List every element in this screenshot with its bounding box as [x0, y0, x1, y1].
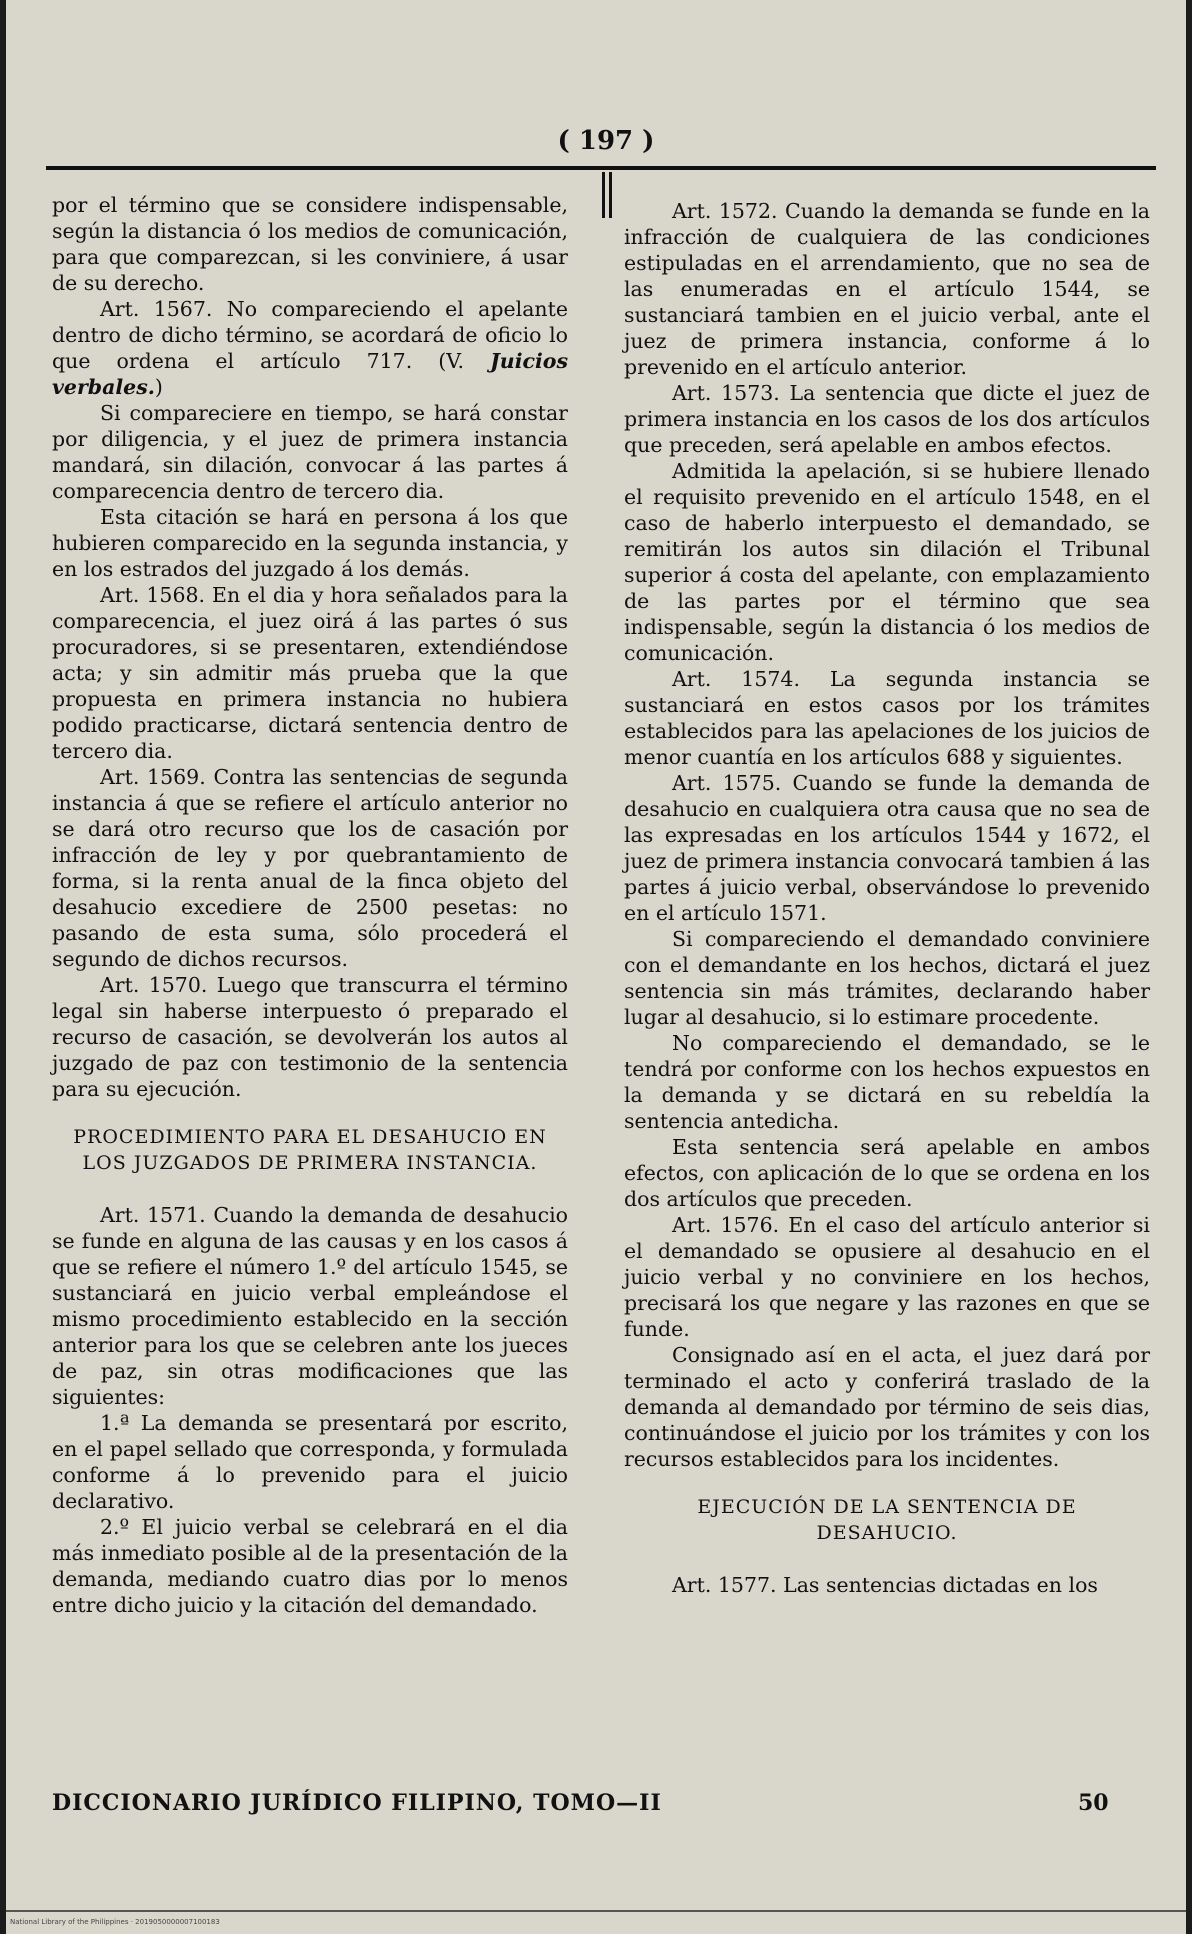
- signature-mark: 50: [1078, 1790, 1109, 1816]
- right-column: [624, 198, 1150, 1598]
- paragraph: Admitida la apelación, si se hubiere llenado el requisito prevenido en el artículo 1548, en el caso de haberlo interpuesto el demandado, se remitirán los autos sin dilación el Tribunal superior á costa del apelante, con emplazamiento de las partes por el término que sea indispensable, según la distancia ó los medios de comunicación.: [624, 459, 1150, 665]
- paragraph: Art. 1576. En el caso del artículo anterior si el demandado se opusiere al desahucio en el juicio verbal y no conviniere en los hechos, precisará los que negare y las razones en que se funde.: [624, 1213, 1150, 1341]
- paragraph: Si compareciere en tiempo, se hará constar por diligencia, y el juez de primera instancia mandará, sin dilación, convocar á las partes á comparecencia dentro de tercero dia.: [52, 401, 568, 503]
- column-rule: [609, 172, 612, 218]
- paragraph: Art. 1575. Cuando se funde la demanda de desahucio en cualquiera otra causa que no sea de las expresadas en los artículos 1544 y 1672, el juez de primera instancia convocará tambien á las partes á juicio verbal, observándose lo prevenido en el artículo 1571.: [624, 771, 1150, 925]
- paragraph: No compareciendo el demandado, se le tendrá por conforme con los hechos expuestos en la demanda y se dictará en su rebeldía la sentencia antedicha.: [624, 1031, 1150, 1133]
- column-rule: [602, 172, 605, 218]
- book-page: [6, 0, 1186, 1934]
- paragraph: Art. 1573. La sentencia que dicte el juez de primera instancia en los casos de los dos artículos que preceden, será apelable en ambos efectos.: [624, 381, 1150, 457]
- paragraph: por el término que se considere indispensable, según la distancia ó los medios de comunicación, para que comparezcan, si les conviniere, á usar de su derecho.: [52, 193, 568, 295]
- paragraph: [52, 296, 568, 400]
- section-heading: PROCEDIMIENTO PARA EL DESAHUCIO EN LOS JUZGADOS DE PRIMERA INSTANCIA.: [73, 1126, 547, 1174]
- paragraph: 2.º El juicio verbal se celebrará en el dia más inmediato posible al de la presentación de la demanda, mediando cuatro dias por lo menos entre dicho juicio y la citación del demandado.: [52, 1515, 568, 1617]
- paragraph-text: Art. 1567. No compareciendo el apelante dentro de dicho término, se acordará de oficio lo que ordena el artículo 717. (V.: [52, 297, 568, 373]
- paragraph: Art. 1577. Las sentencias dictadas en los: [672, 1573, 1098, 1597]
- paragraph: Si compareciendo el demandado conviniere con el demandante en los hechos, dictará el juez sentencia sin más trámites, declarando haber lugar al desahucio, si lo estimare procedente.: [624, 927, 1150, 1029]
- bottom-rule: [6, 1910, 1186, 1912]
- paragraph: 1.ª La demanda se presentará por escrito, en el papel sellado que corresponda, y formulada conforme á lo prevenido para el juicio declarativo.: [52, 1411, 568, 1513]
- paragraph: Art. 1568. En el dia y hora señalados para la comparecencia, el juez oirá á las partes ó sus procuradores, si se presentaren, extendiéndose acta; y sin admitir más prueba que la que propuesta en primera instancia no hubiera podido practicarse, dictará sentencia dentro de tercero dia.: [52, 583, 568, 763]
- paragraph: Art. 1570. Luego que transcurra el término legal sin haberse interpuesto ó preparado el recurso de casación, se devolverán los autos al juzgado de paz con testimonio de la sentencia para su ejecución.: [52, 973, 568, 1101]
- paragraph: Art. 1569. Contra las sentencias de segunda instancia á que se refiere el artículo anterior no se dará otro recurso que los de casación por infracción de ley y por quebrantamiento de forma, si la renta anual de la finca objeto del desahucio excediere de 2500 pesetas: no pasando de esta suma, sólo procederá el segundo de dichos recursos.: [52, 765, 568, 971]
- section-heading: EJECUCIÓN DE LA SENTENCIA DE DESAHUCIO.: [697, 1496, 1077, 1544]
- cross-reference: Juicios verbales.: [52, 349, 568, 399]
- page-number: ( 197 ): [557, 126, 655, 156]
- left-column: [52, 192, 568, 1618]
- paragraph: Consignado así en el acta, el juez dará por terminado el acto y conferirá traslado de la demanda al demandado por término de seis dias, continuándose el juicio por los trámites y con los recursos establecidos para los incidentes.: [624, 1343, 1150, 1471]
- running-footer: DICCIONARIO JURÍDICO FILIPINO, TOMO—II: [52, 1790, 662, 1816]
- paragraph: Art. 1571. Cuando la demanda de desahucio se funde en alguna de las causas y en los casos á que se refiere el número 1.º del artículo 1545, se sustanciará en juicio verbal empleándose el mismo procedimiento establecido en la sección anterior para los que se celebren ante los jueces de paz, sin otras modificaciones que las siguientes:: [52, 1203, 568, 1409]
- scan-credit: National Library of the Philippines · 2019050000007100183: [10, 1918, 220, 1926]
- paragraph: Art. 1572. Cuando la demanda se funde en la infracción de cualquiera de las condiciones estipuladas en el arrendamiento, que no sea de las enumeradas en el artículo 1544, se sustanciará tambien en el juicio verbal, ante el juez de primera instancia, conforme á lo prevenido en el artículo anterior.: [624, 199, 1150, 379]
- closing-paren: ): [154, 375, 163, 399]
- paragraph: Art. 1574. La segunda instancia se sustanciará en estos casos por los trámites establecidos para las apelaciones de los juicios de menor cuantía en los artículos 688 y siguientes.: [624, 667, 1150, 769]
- paragraph: Esta citación se hará en persona á los que hubieren comparecido en la segunda instancia, y en los estrados del juzgado á los demás.: [52, 505, 568, 581]
- header-rule: [46, 166, 1156, 170]
- paragraph: Esta sentencia será apelable en ambos efectos, con aplicación de lo que se ordena en los dos artículos que preceden.: [624, 1135, 1150, 1211]
